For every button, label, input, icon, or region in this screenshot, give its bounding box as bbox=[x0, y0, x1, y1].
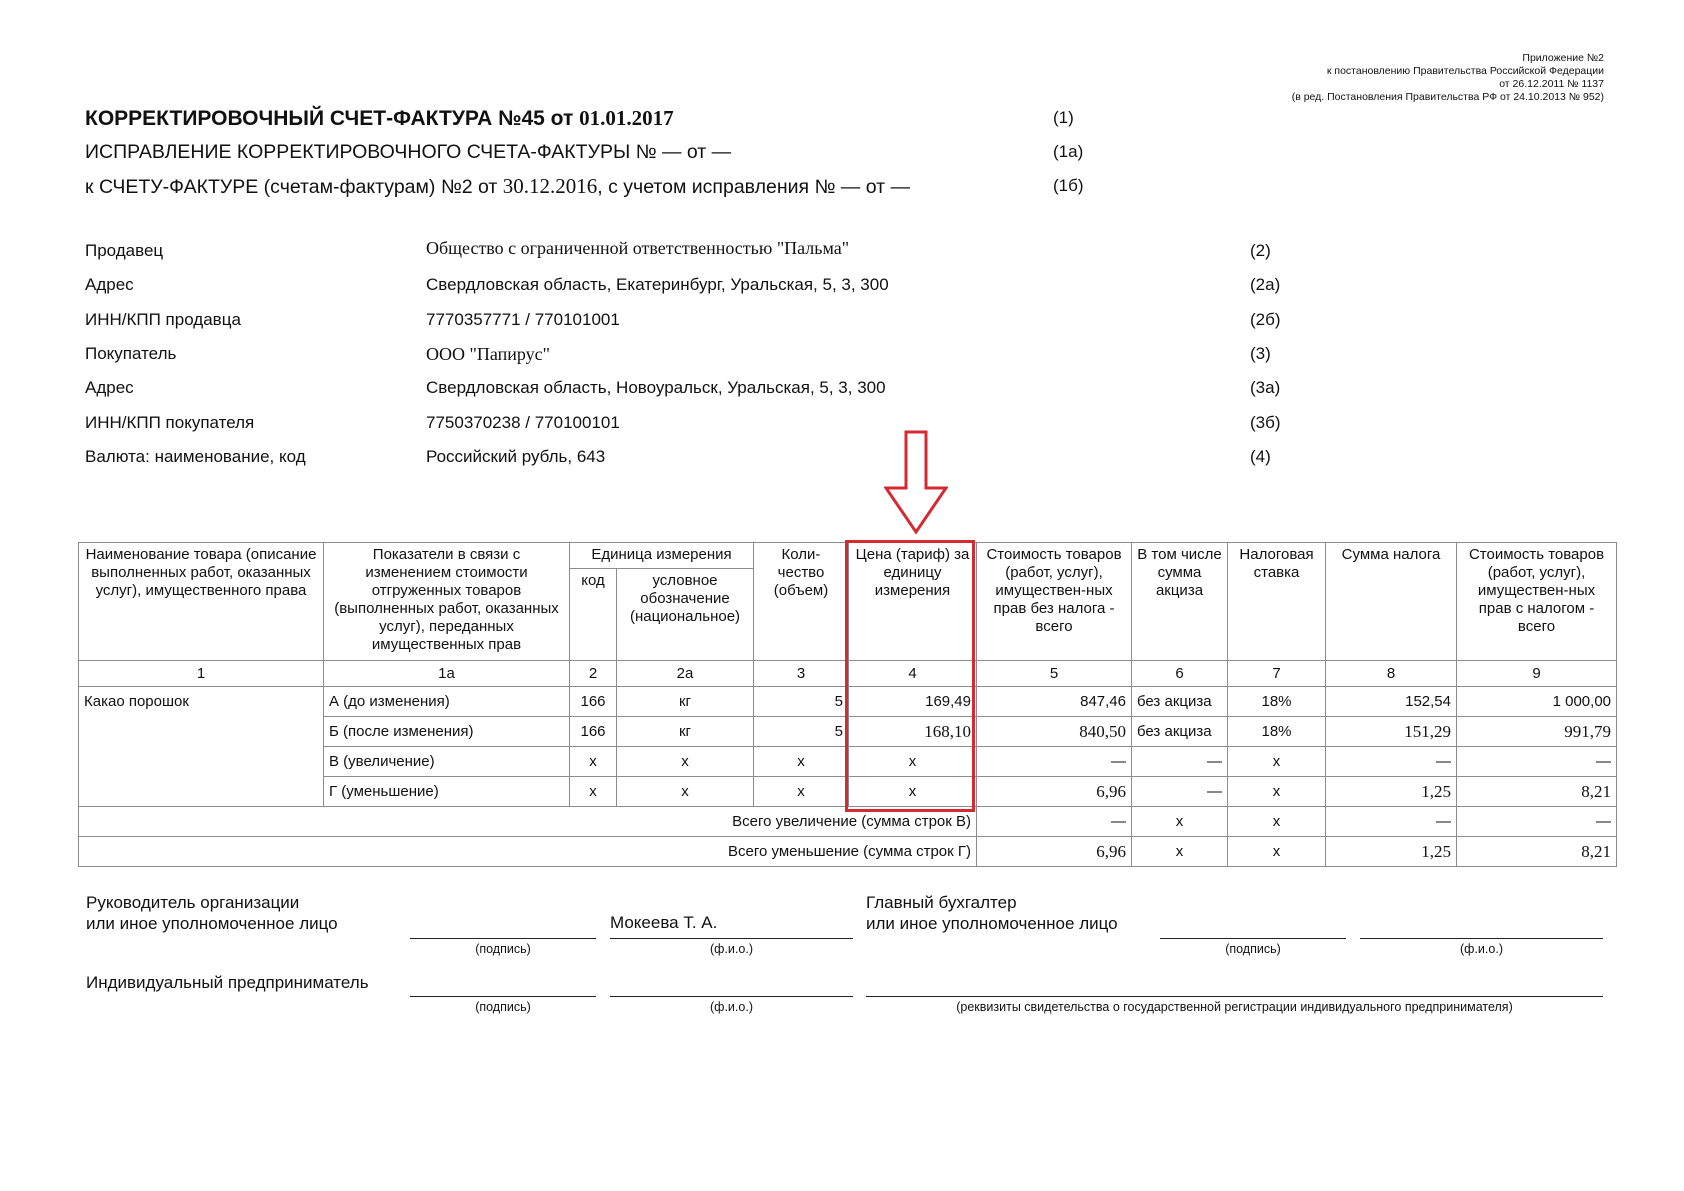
annex-line: к постановлению Правительства Российской Федерации bbox=[1326, 65, 1604, 77]
col-number: 3 bbox=[754, 661, 849, 687]
row-price: х bbox=[849, 777, 977, 807]
head-name-line bbox=[610, 938, 853, 939]
row-unit-code: х bbox=[570, 777, 617, 807]
header-excise: В том числе сумма акциза bbox=[1132, 543, 1228, 661]
accountant-name-caption: (ф.и.о.) bbox=[1460, 942, 1503, 956]
totals-total: — bbox=[1457, 807, 1617, 837]
buyer-inn-code: (3б) bbox=[1250, 413, 1281, 432]
header-tax-sum: Сумма налога bbox=[1326, 543, 1457, 661]
row-indicator: А (до изменения) bbox=[324, 687, 570, 717]
totals-excise: х bbox=[1132, 837, 1228, 867]
head-signature-line bbox=[410, 938, 596, 939]
annex-line: Приложение №2 bbox=[1522, 52, 1604, 64]
correction-line: ИСПРАВЛЕНИЕ КОРРЕКТИРОВОЧНОГО СЧЕТА-ФАКТУРЫ № — от — bbox=[85, 141, 732, 163]
row-unit: х bbox=[617, 747, 754, 777]
currency-code: (4) bbox=[1250, 447, 1271, 466]
totals-tax: — bbox=[1326, 807, 1457, 837]
totals-rate: х bbox=[1228, 807, 1326, 837]
seller-inn-label: ИНН/КПП продавца bbox=[85, 310, 241, 329]
product-name: Какао порошок bbox=[79, 687, 324, 807]
buyer-inn-label: ИНН/КПП покупателя bbox=[85, 413, 255, 432]
arrow-down-icon bbox=[884, 430, 948, 536]
row-total: 1 000,00 bbox=[1457, 687, 1617, 717]
row-cost: 6,96 bbox=[977, 777, 1132, 807]
row-tax: 152,54 bbox=[1326, 687, 1457, 717]
head-name-caption: (ф.и.о.) bbox=[710, 942, 753, 956]
seller-address-value: Свердловская область, Екатеринбург, Уральская, 5, 3, 300 bbox=[426, 275, 889, 294]
row-cost: 847,46 bbox=[977, 687, 1132, 717]
buyer-label: Покупатель bbox=[85, 344, 177, 363]
buyer-address-code: (3а) bbox=[1250, 378, 1281, 397]
head-label-line: Руководитель организации bbox=[86, 893, 300, 912]
row-excise: — bbox=[1132, 747, 1228, 777]
totals-rate: х bbox=[1228, 837, 1326, 867]
totals-excise: х bbox=[1132, 807, 1228, 837]
col-number: 1 bbox=[79, 661, 324, 687]
seller-inn-value: 7770357771 / 770101001 bbox=[426, 310, 620, 329]
totals-total: 8,21 bbox=[1457, 837, 1617, 867]
seller-code: (2) bbox=[1250, 241, 1271, 260]
row-indicator: Б (после изменения) bbox=[324, 717, 570, 747]
entrepreneur-signature-line bbox=[410, 996, 596, 997]
accountant-label bbox=[866, 892, 1118, 934]
annex-reference bbox=[1292, 52, 1604, 104]
row-excise: без акциза bbox=[1132, 687, 1228, 717]
row-unit: кг bbox=[617, 687, 754, 717]
reference-line bbox=[85, 174, 910, 199]
head-signature-caption: (подпись) bbox=[475, 942, 531, 956]
entrepreneur-name-caption: (ф.и.о.) bbox=[710, 1000, 753, 1014]
header-unit-code: код bbox=[570, 569, 617, 661]
seller-label: Продавец bbox=[85, 241, 164, 260]
totals-decrease-label: Всего уменьшение (сумма строк Г) bbox=[79, 837, 977, 867]
row-qty: 5 bbox=[754, 687, 849, 717]
correction-code: (1а) bbox=[1053, 142, 1084, 161]
document-title bbox=[85, 106, 674, 131]
col-number: 9 bbox=[1457, 661, 1617, 687]
row-rate: 18% bbox=[1228, 687, 1326, 717]
buyer-value: ООО "Папирус" bbox=[426, 344, 550, 364]
row-indicator: Г (уменьшение) bbox=[324, 777, 570, 807]
title-text: КОРРЕКТИРОВОЧНЫЙ СЧЕТ-ФАКТУРА №45 от bbox=[85, 107, 574, 130]
totals-cost: — bbox=[977, 807, 1132, 837]
buyer-code: (3) bbox=[1250, 344, 1271, 363]
title-date: 01.01.2017 bbox=[579, 106, 674, 130]
totals-cost: 6,96 bbox=[977, 837, 1132, 867]
annex-line: от 26.12.2011 № 1137 bbox=[1499, 78, 1604, 90]
row-total: 991,79 bbox=[1457, 717, 1617, 747]
entrepreneur-signature-caption: (подпись) bbox=[475, 1000, 531, 1014]
col-number: 6 bbox=[1132, 661, 1228, 687]
totals-row bbox=[79, 837, 1617, 867]
row-total: 8,21 bbox=[1457, 777, 1617, 807]
col-number: 2 bbox=[570, 661, 617, 687]
row-rate: х bbox=[1228, 747, 1326, 777]
row-rate: х bbox=[1228, 777, 1326, 807]
row-tax: — bbox=[1326, 747, 1457, 777]
reference-suffix: , с учетом исправления № — от — bbox=[597, 176, 910, 198]
buyer-address-value: Свердловская область, Новоуральск, Уральская, 5, 3, 300 bbox=[426, 378, 886, 397]
row-price: х bbox=[849, 747, 977, 777]
row-unit-code: х bbox=[570, 747, 617, 777]
row-unit: х bbox=[617, 777, 754, 807]
entrepreneur-registration-line bbox=[866, 996, 1603, 997]
header-unit: Единица измерения bbox=[570, 543, 754, 569]
head-name: Мокеева Т. А. bbox=[610, 913, 718, 932]
row-rate: 18% bbox=[1228, 717, 1326, 747]
row-indicator: В (увеличение) bbox=[324, 747, 570, 777]
row-unit: кг bbox=[617, 717, 754, 747]
seller-value: Общество с ограниченной ответственностью "Пальма" bbox=[426, 238, 850, 258]
col-number: 2а bbox=[617, 661, 754, 687]
header-price: Цена (тариф) за единицу измерения bbox=[849, 543, 977, 661]
totals-increase-label: Всего увеличение (сумма строк В) bbox=[79, 807, 977, 837]
row-price: 168,10 bbox=[849, 717, 977, 747]
header-cost-no-tax: Стоимость товаров (работ, услуг), имуществен-ных прав без налога - всего bbox=[977, 543, 1132, 661]
col-number: 8 bbox=[1326, 661, 1457, 687]
currency-label: Валюта: наименование, код bbox=[85, 447, 306, 466]
header-name: Наименование товара (описание выполненных работ, оказанных услуг), имущественного права bbox=[79, 543, 324, 661]
header-qty: Коли-чество (объем) bbox=[754, 543, 849, 661]
row-cost: 840,50 bbox=[977, 717, 1132, 747]
head-label-line: или иное уполномоченное лицо bbox=[86, 914, 338, 933]
header-cost-with-tax: Стоимость товаров (работ, услуг), имуществен-ных прав с налогом - всего bbox=[1457, 543, 1617, 661]
col-number: 7 bbox=[1228, 661, 1326, 687]
reference-prefix: к СЧЕТУ-ФАКТУРЕ (счетам-фактурам) №2 от bbox=[85, 176, 498, 198]
title-code: (1) bbox=[1053, 108, 1074, 127]
row-unit-code: 166 bbox=[570, 687, 617, 717]
totals-tax: 1,25 bbox=[1326, 837, 1457, 867]
col-number: 4 bbox=[849, 661, 977, 687]
annex-line: (в ред. Постановления Правительства РФ от 24.10.2013 № 952) bbox=[1291, 91, 1604, 103]
price-column-highlight bbox=[845, 540, 975, 812]
row-qty: х bbox=[754, 747, 849, 777]
entrepreneur-registration-caption: (реквизиты свидетельства о государственной регистрации индивидуального предпринимателя) bbox=[956, 1000, 1513, 1014]
entrepreneur-label: Индивидуальный предприниматель bbox=[86, 973, 369, 992]
accountant-label-line: Главный бухгалтер bbox=[866, 893, 1017, 912]
entrepreneur-name-line bbox=[610, 996, 853, 997]
buyer-inn-value: 7750370238 / 770100101 bbox=[426, 413, 620, 432]
row-qty: х bbox=[754, 777, 849, 807]
row-total: — bbox=[1457, 747, 1617, 777]
seller-address-label: Адрес bbox=[85, 275, 134, 294]
reference-date: 30.12.2016 bbox=[502, 174, 598, 198]
row-price: 169,49 bbox=[849, 687, 977, 717]
reference-code: (1б) bbox=[1053, 176, 1084, 195]
seller-address-code: (2а) bbox=[1250, 275, 1281, 294]
header-tax-rate: Налоговая ставка bbox=[1228, 543, 1326, 661]
buyer-address-label: Адрес bbox=[85, 378, 134, 397]
accountant-signature-caption: (подпись) bbox=[1225, 942, 1281, 956]
row-cost: — bbox=[977, 747, 1132, 777]
row-excise: без акциза bbox=[1132, 717, 1228, 747]
row-tax: 151,29 bbox=[1326, 717, 1457, 747]
head-label bbox=[86, 892, 338, 934]
row-qty: 5 bbox=[754, 717, 849, 747]
accountant-signature-line bbox=[1160, 938, 1346, 939]
row-unit-code: 166 bbox=[570, 717, 617, 747]
header-indicators: Показатели в связи с изменением стоимости отгруженных товаров (выполненных работ, оказанных услуг), переданных имущественных прав bbox=[324, 543, 570, 661]
row-tax: 1,25 bbox=[1326, 777, 1457, 807]
row-excise: — bbox=[1132, 777, 1228, 807]
accountant-label-line: или иное уполномоченное лицо bbox=[866, 914, 1118, 933]
currency-value: Российский рубль, 643 bbox=[426, 447, 606, 466]
col-number: 1а bbox=[324, 661, 570, 687]
seller-inn-code: (2б) bbox=[1250, 310, 1281, 329]
header-unit-symbol: условное обозначение (национальное) bbox=[617, 569, 754, 661]
accountant-name-line bbox=[1360, 938, 1603, 939]
col-number: 5 bbox=[977, 661, 1132, 687]
